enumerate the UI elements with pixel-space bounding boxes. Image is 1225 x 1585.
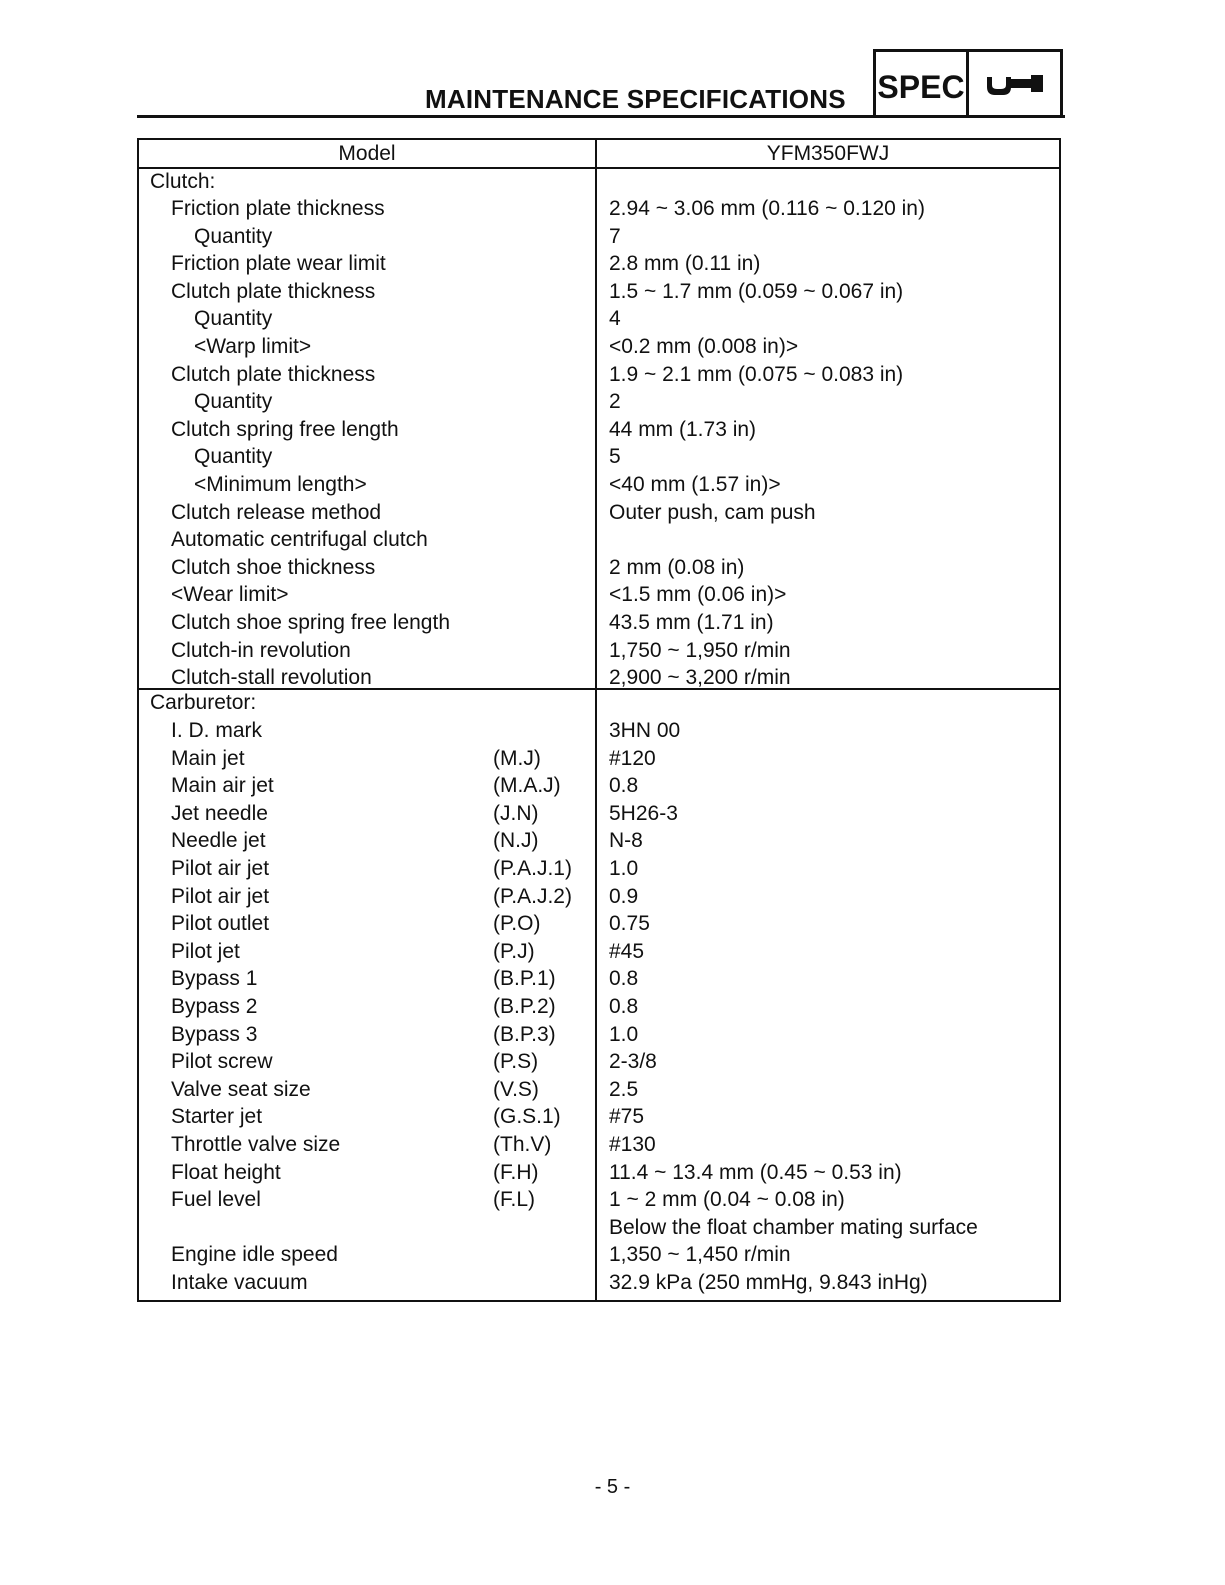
spec-label: Main air jet [171,774,274,798]
spec-label: Clutch-in revolution [171,638,351,662]
spec-label: Float height [171,1160,281,1184]
section-heading: Carburetor: [150,691,257,714]
spec-abbreviation: (P.A.J.2) [493,884,572,908]
spec-abbreviation: (J.N) [493,801,539,825]
spec-label: Pilot air jet [171,857,270,880]
spec-label: Clutch plate thickness [171,362,376,386]
tool-icon [969,52,1060,115]
spec-value: 2.8 mm (0.11 in) [609,252,761,276]
spec-label: <Minimum length> [194,473,367,496]
spec-label: Clutch plate thickness [171,279,376,303]
spec-value: 1,750 ~ 1,950 r/min [609,638,791,662]
header-row-divider [139,167,1059,169]
spec-abbreviation: (Th.V) [493,1133,552,1156]
spec-label: Bypass 2 [171,995,258,1018]
spec-label: Friction plate wear limit [171,252,386,276]
spec-label: Intake vacuum [171,1271,308,1294]
spec-label: Pilot jet [171,939,240,963]
spec-label: Main jet [171,746,245,770]
spec-abbreviation: (V.S) [493,1077,539,1101]
spec-label: Friction plate thickness [171,197,385,220]
spec-abbreviation: (P.O) [493,912,541,936]
spec-value: 0.8 [609,774,639,798]
spec-value: 1.0 [609,857,639,880]
spec-value: N-8 [609,829,643,853]
spec-label: Quantity [194,224,273,248]
spec-value: 0.8 [609,967,639,991]
spec-label: Valve seat size [171,1077,311,1101]
spec-label: Clutch spring free length [171,417,399,441]
spec-abbreviation: (F.H) [493,1160,539,1184]
spec-abbreviation: (B.P.2) [493,995,556,1018]
spec-badge-label: SPEC [876,52,969,115]
spec-label: Clutch-stall revolution [171,666,372,690]
spec-label: Pilot outlet [171,912,270,936]
spec-table [137,138,1061,1302]
spec-value: 2.94 ~ 3.06 mm (0.116 ~ 0.120 in) [609,197,925,220]
spec-abbreviation: (N.J) [493,829,539,853]
spec-value: 43.5 mm (1.71 in) [609,611,774,634]
spec-value: <0.2 mm (0.008 in)> [609,335,799,358]
spec-abbreviation: (F.L) [493,1188,535,1212]
spec-label: I. D. mark [171,719,263,742]
spec-value: 4 [609,307,621,331]
spec-value: 1,350 ~ 1,450 r/min [609,1243,791,1267]
spec-value: #120 [609,746,656,770]
spec-label: Bypass 1 [171,967,258,991]
section-heading: Clutch: [150,170,216,193]
spec-value: <1.5 mm (0.06 in)> [609,583,787,607]
spec-value: 0.8 [609,995,639,1018]
spec-label: <Warp limit> [194,335,312,358]
spec-value: 5H26-3 [609,801,678,825]
spec-value: 2,900 ~ 3,200 r/min [609,666,791,690]
spec-abbreviation: (P.S) [493,1050,539,1074]
spec-value: Below the float chamber mating surface [609,1215,978,1239]
spec-label: Jet needle [171,801,268,825]
spec-value: 1.5 ~ 1.7 mm (0.059 ~ 0.067 in) [609,279,904,303]
spec-value: 44 mm (1.73 in) [609,417,757,441]
spec-label: Throttle valve size [171,1133,341,1156]
spec-value: 0.75 [609,912,650,936]
spec-value: <40 mm (1.57 in)> [609,473,781,496]
spec-value: #75 [609,1105,645,1129]
spec-value: 1 ~ 2 mm (0.04 ~ 0.08 in) [609,1188,845,1212]
spec-label: <Wear limit> [171,583,289,607]
spec-label: Bypass 3 [171,1022,258,1046]
spec-value: 11.4 ~ 13.4 mm (0.45 ~ 0.53 in) [609,1160,902,1184]
spec-abbreviation: (B.P.1) [493,967,556,991]
spec-label: Fuel level [171,1188,261,1212]
spec-value: 2.5 [609,1077,639,1101]
spec-label: Needle jet [171,829,266,853]
spec-value: #130 [609,1133,656,1156]
spec-label: Automatic centrifugal clutch [171,528,428,552]
model-column-header: Model [338,142,396,165]
spec-label: Clutch release method [171,500,382,524]
spec-label: Quantity [194,307,273,331]
spec-abbreviation: (M.J) [493,746,541,770]
spec-value: 32.9 kPa (250 mmHg, 9.843 inHg) [609,1271,928,1294]
column-divider [595,140,597,1300]
spec-label: Pilot air jet [171,884,270,908]
spec-value: 7 [609,224,621,248]
spec-label: Clutch shoe spring free length [171,611,450,634]
spec-label: Quantity [194,445,273,469]
spec-label: Quantity [194,390,273,414]
spec-label: Engine idle speed [171,1243,338,1267]
page-number: - 5 - [594,1476,631,1498]
spec-badge [873,49,1063,118]
spec-label: Starter jet [171,1105,263,1129]
spec-value: 1.9 ~ 2.1 mm (0.075 ~ 0.083 in) [609,362,904,386]
spec-abbreviation: (B.P.3) [493,1022,556,1046]
model-value-header: YFM350FWJ [766,142,890,165]
spec-value: 2 mm (0.08 in) [609,555,745,579]
page-title: MAINTENANCE SPECIFICATIONS [425,84,846,114]
spec-label: Clutch shoe thickness [171,555,376,579]
spec-label: Pilot screw [171,1050,273,1074]
spec-value: 0.9 [609,884,639,908]
spec-value: 5 [609,445,621,469]
spec-abbreviation: (P.J) [493,939,535,963]
spec-abbreviation: (P.A.J.1) [493,857,572,880]
spec-value: 2 [609,390,621,414]
spec-abbreviation: (G.S.1) [493,1105,561,1129]
spec-value: #45 [609,939,645,963]
spec-value: Outer push, cam push [609,500,816,524]
spec-abbreviation: (M.A.J) [493,774,561,798]
spec-value: 1.0 [609,1022,639,1046]
spec-value: 3HN 00 [609,719,681,742]
spec-value: 2-3/8 [609,1050,657,1074]
